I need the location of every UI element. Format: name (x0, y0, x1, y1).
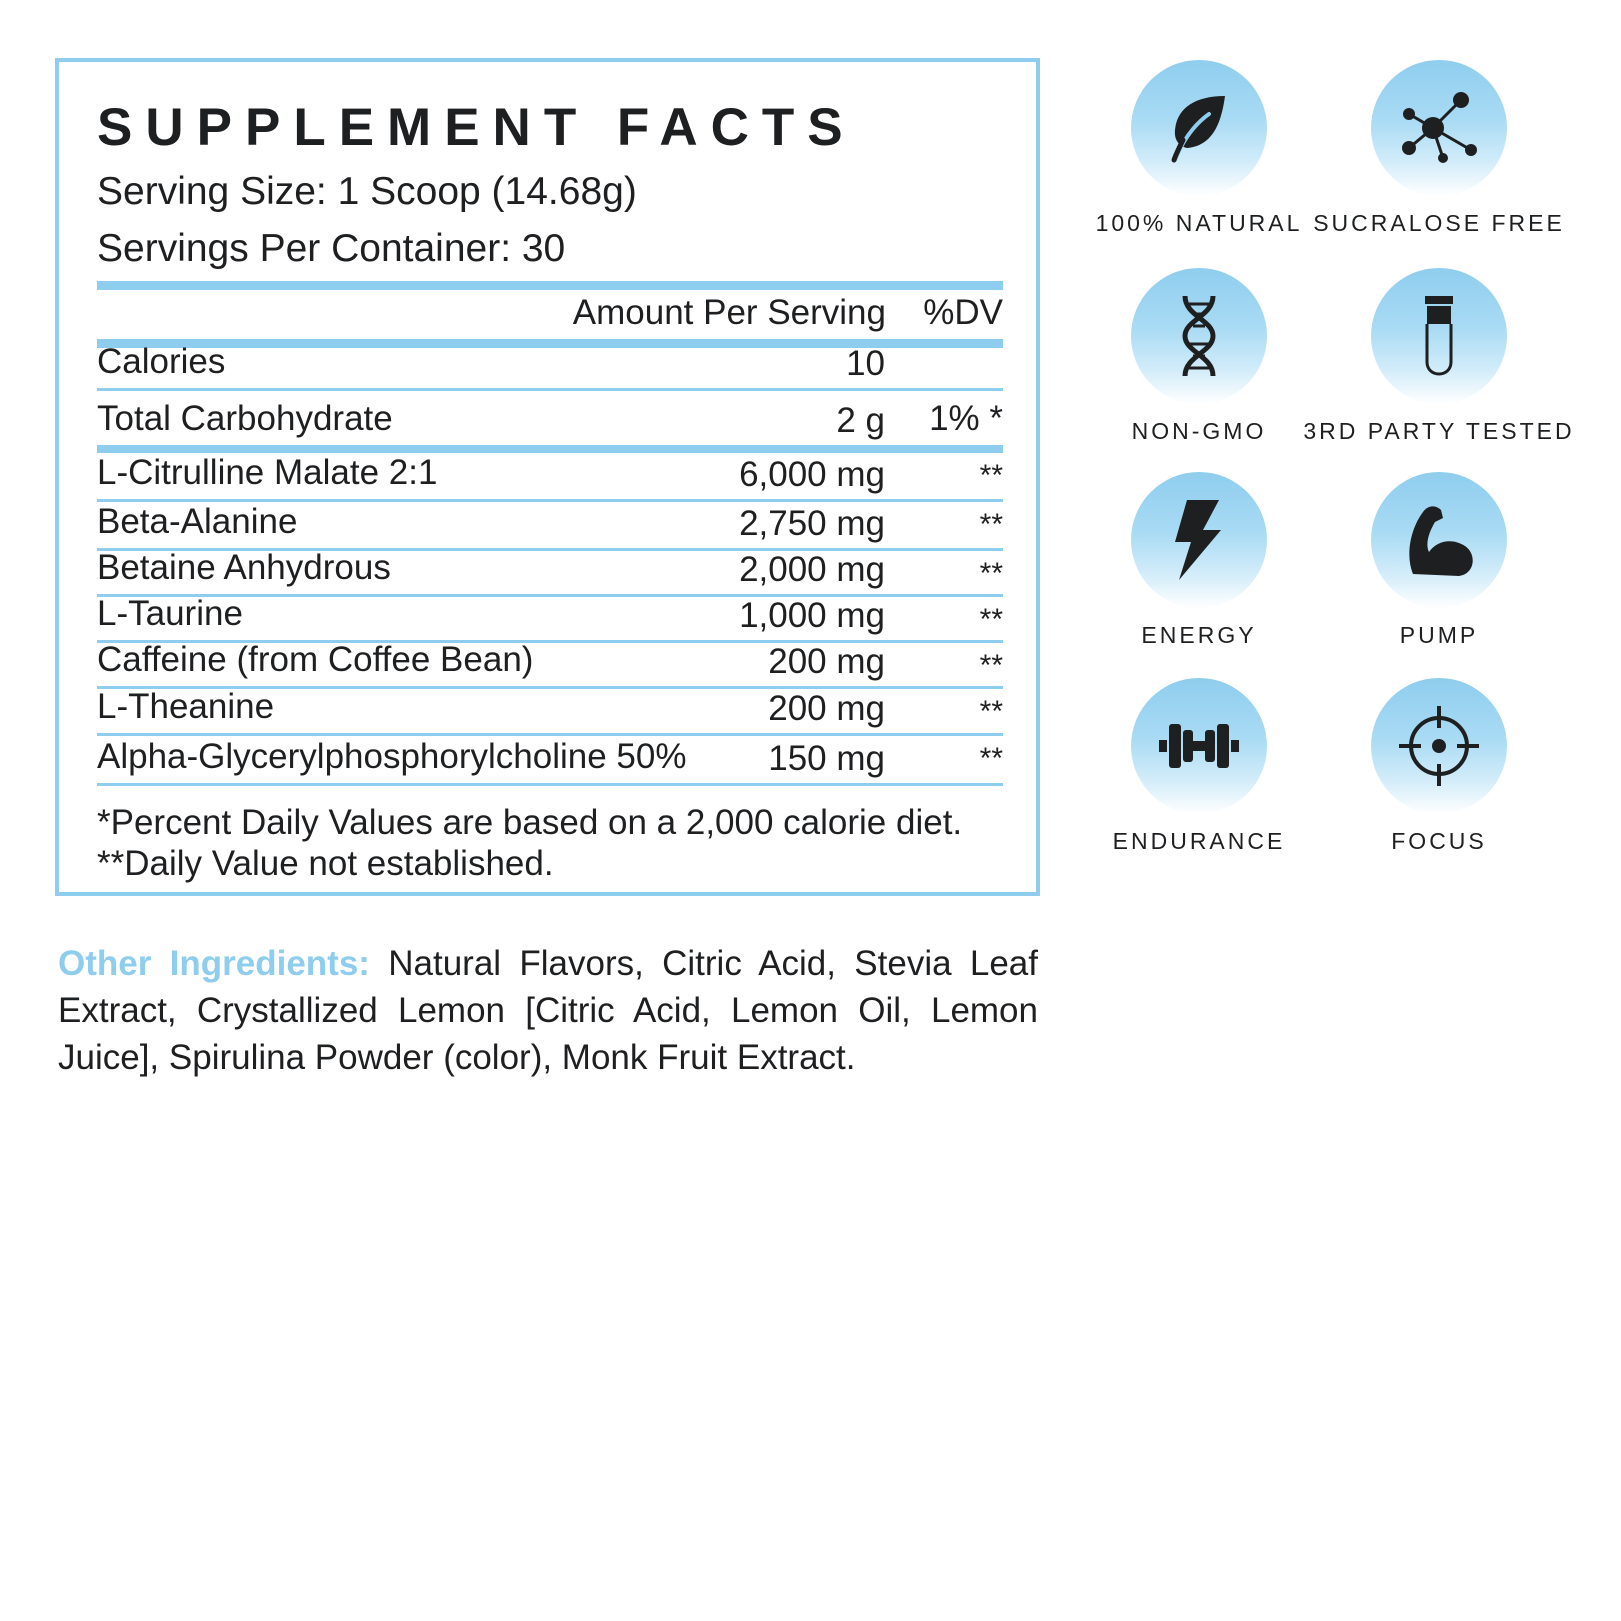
flexed-arm-icon (1399, 500, 1479, 580)
badge-circle (1131, 678, 1267, 814)
row-dv: ** (979, 742, 1003, 775)
row-amount: 200 mg (768, 689, 885, 728)
row-amount: 10 (846, 344, 885, 383)
badge-label: 3RD PARTY TESTED (1303, 418, 1575, 444)
row-name: Beta-Alanine (97, 502, 298, 541)
row-name: L-Theanine (97, 687, 275, 726)
serving-size: Serving Size: 1 Scoop (14.68g) (97, 170, 637, 213)
dumbbell-icon (1149, 706, 1249, 786)
row-amount: 6,000 mg (739, 455, 885, 494)
row-amount: 2,000 mg (739, 550, 885, 589)
row-name: L-Citrulline Malate 2:1 (97, 453, 438, 492)
badge-circle (1131, 268, 1267, 404)
row-dv: ** (979, 459, 1003, 492)
badge-label: ENDURANCE (1112, 828, 1286, 854)
row-dv: ** (979, 508, 1003, 541)
other-ingredients-text: Natural Flavors, Citric Acid, Stevia Leaf Extract, Crystallized Lemon [Citric Acid, Lemon Oil, Lemon Juice], Spirulina Powder (color), Monk Fruit Extract. (58, 944, 1038, 1077)
facts-row-ingredient (97, 640, 1003, 689)
leaf-icon (1159, 88, 1239, 168)
row-dv: ** (979, 649, 1003, 682)
facts-row-ingredient (97, 594, 1003, 643)
row-name: Total Carbohydrate (97, 399, 393, 438)
row-name: Calories (97, 342, 226, 381)
test-tube-icon (1399, 296, 1479, 376)
molecule-icon (1399, 88, 1479, 168)
other-ingredients (58, 940, 1038, 1081)
row-name: Caffeine (from Coffee Bean) (97, 640, 534, 679)
badge-circle (1371, 472, 1507, 608)
badge-sucralose-free (1309, 60, 1569, 260)
row-name: L-Taurine (97, 594, 243, 633)
header-amount-per-serving: Amount Per Serving (572, 293, 886, 332)
divider-bar (97, 281, 1003, 290)
row-amount: 2 g (836, 401, 885, 440)
other-ingredients-label: Other Ingredients: (58, 944, 370, 983)
badge-circle (1371, 60, 1507, 196)
badge-label: SUCRALOSE FREE (1313, 210, 1565, 236)
facts-title: SUPPLEMENT FACTS (97, 98, 856, 157)
badge-circle (1371, 678, 1507, 814)
header-daily-value: %DV (923, 293, 1003, 332)
badge-focus (1309, 678, 1569, 878)
badge-circle (1131, 60, 1267, 196)
badge-pump (1309, 472, 1569, 672)
supplement-facts-panel (55, 58, 1040, 896)
badge-label: PUMP (1399, 622, 1479, 648)
facts-row-ingredient (97, 736, 1003, 786)
crosshair-icon (1399, 706, 1479, 786)
row-amount: 200 mg (768, 642, 885, 681)
row-dv: ** (979, 557, 1003, 590)
facts-row-ingredient (97, 502, 1003, 551)
badge-label: ENERGY (1141, 622, 1257, 648)
footnote-daily-values: *Percent Daily Values are based on a 2,000 calorie diet. (97, 803, 963, 842)
badge-circle (1371, 268, 1507, 404)
badge-label: 100% NATURAL (1095, 210, 1303, 236)
divider-bar (97, 445, 1003, 453)
servings-per-container: Servings Per Container: 30 (97, 227, 566, 270)
badge-label: NON-GMO (1131, 418, 1267, 444)
row-amount: 2,750 mg (739, 504, 885, 543)
row-dv: ** (979, 695, 1003, 728)
row-amount: 1,000 mg (739, 596, 885, 635)
facts-row-ingredient (97, 453, 1003, 502)
dna-icon (1159, 296, 1239, 376)
row-name: Alpha-Glycerylphosphorylcholine 50% (97, 737, 687, 776)
facts-row-carbohydrate (97, 391, 1003, 445)
row-dv: ** (979, 603, 1003, 636)
badge-3rd-party-tested (1303, 268, 1575, 468)
facts-row-ingredient (97, 689, 1003, 736)
lightning-bolt-icon (1159, 500, 1239, 580)
facts-row-ingredient (97, 548, 1003, 597)
badge-circle (1131, 472, 1267, 608)
row-dv: 1% * (929, 399, 1003, 438)
badge-label: FOCUS (1391, 828, 1487, 854)
facts-row-calories (97, 342, 1003, 391)
footnote-not-established: **Daily Value not established. (97, 844, 554, 883)
row-amount: 150 mg (768, 739, 885, 778)
row-name: Betaine Anhydrous (97, 548, 391, 587)
